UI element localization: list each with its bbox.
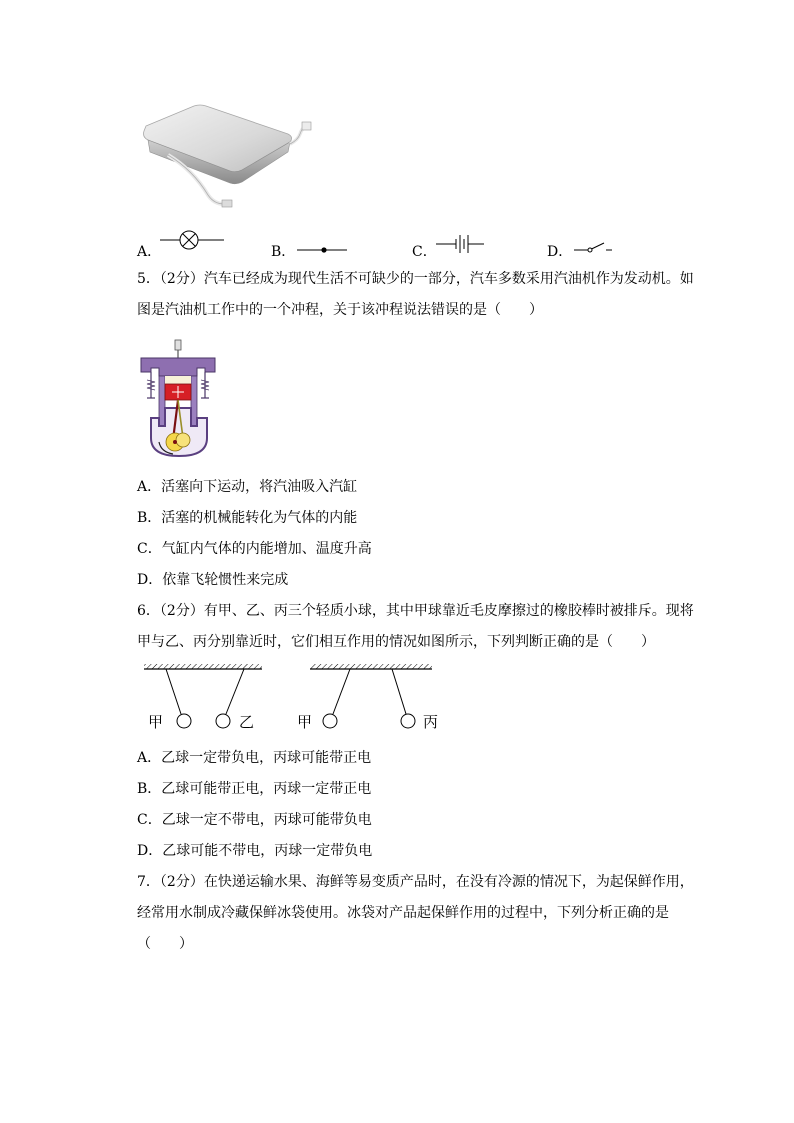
q6-stem-line-1: 6．（2分）有甲、乙、丙三个轻质小球，其中甲球靠近毛皮摩擦过的橡胶棒时被排斥。现将 — [137, 603, 694, 619]
q5-stem-line-2: 图是汽油机工作中的一个冲程，关于该冲程说法错误的是（ ） — [137, 302, 543, 318]
q6-option-c: C．乙球一定不带电，丙球可能带负电 — [137, 812, 372, 828]
q6-right-ball-bing-label: 丙 — [423, 713, 439, 731]
battery-symbol-icon — [436, 234, 486, 254]
q4-option-b-label: B． — [271, 244, 296, 260]
q7-stem-line-1: 7．（2分）在快递运输水果、海鲜等易变质产品时，在没有冷源的情况下，为起保鲜作用， — [137, 874, 694, 890]
q7-stem-line-3: （ ） — [137, 936, 193, 952]
q6-right-ball-jia-label: 甲 — [297, 713, 313, 731]
switch-symbol-icon — [574, 240, 614, 256]
q5-option-b: B．活塞的机械能转化为气体的内能 — [137, 510, 358, 526]
q4-option-a-label: A． — [137, 244, 162, 260]
q6-pendulum-figure — [138, 660, 438, 740]
q6-left-ball-jia-label: 甲 — [148, 713, 164, 731]
q6-stem-line-2: 甲与乙、丙分别靠近时，它们相互作用的情况如图所示，下列判断正确的是（ ） — [137, 634, 655, 650]
engine-stroke-diagram — [137, 338, 221, 460]
q5-stem-line-1: 5．（2分）汽车已经成为现代生活不可缺少的一部分，汽车多数采用汽油机作为发动机。如 — [137, 271, 694, 287]
q6-left-ball-yi-label: 乙 — [239, 713, 255, 731]
q6-option-a: A．乙球一定带负电，丙球可能带正电 — [137, 750, 372, 766]
q6-option-d: D．乙球可能不带电，丙球一定带负电 — [137, 843, 373, 859]
q7-stem-line-2: 经常用水制成冷藏保鲜冰袋使用。冰袋对产品起保鲜作用的过程中，下列分析正确的是 — [137, 905, 669, 921]
power-bank-image — [138, 100, 313, 215]
q6-option-b: B．乙球可能带正电，丙球一定带正电 — [137, 781, 372, 797]
q4-option-c-label: C． — [412, 244, 437, 260]
q5-option-d: D．依靠飞轮惯性来完成 — [137, 572, 289, 588]
q5-option-a: A．活塞向下运动，将汽油吸入汽缸 — [137, 479, 358, 495]
q5-option-c: C．气缸内气体的内能增加、温度升高 — [137, 541, 372, 557]
q4-option-d-label: D． — [547, 244, 573, 260]
junction-symbol-icon — [297, 244, 349, 256]
lamp-symbol-icon — [160, 230, 226, 252]
